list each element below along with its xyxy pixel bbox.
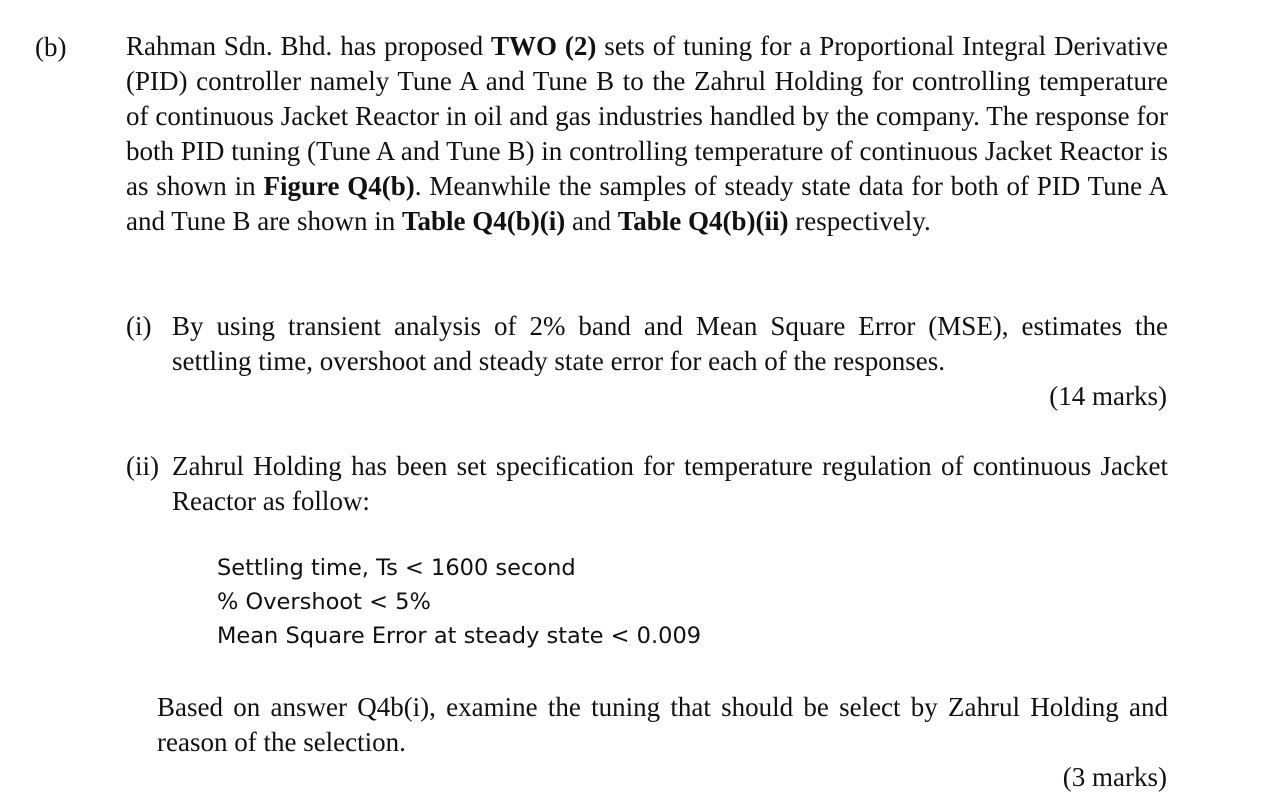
intro-text-2: sets of tuning for a Proportional Integral Derivative (PID) controller namely Tune A and Tune B to the Zahrul Holding for controlling temperature of continuous Jacket Reactor in oil and gas industries handled by the company. The response for both PID tuning (Tune A and Tune B) in controlling temperature of continuous Jacket Reactor is as shown in [126, 31, 1168, 201]
part-ii-text: Zahrul Holding has been set specification for temperature regulation of continuous Jacket Reactor as follow: [172, 451, 1168, 516]
intro-text-1: Rahman Sdn. Bhd. has proposed [126, 31, 491, 61]
intro-bold-table-ref-ii: Table Q4(b)(ii) [617, 206, 789, 236]
spec-overshoot: % Overshoot < 5% [217, 589, 431, 615]
spec-settling-time: Settling time, Ts < 1600 second [217, 555, 576, 581]
part-i [126, 309, 1168, 379]
intro-text-4: and [565, 206, 618, 236]
intro-text-5: respectively. [788, 206, 931, 236]
question-label: (b) [35, 32, 67, 62]
intro-bold-two: TWO (2) [491, 31, 597, 61]
part-ii-marks: (3 marks) [1062, 762, 1167, 792]
intro-bold-table-ref-i: Table Q4(b)(i) [402, 206, 566, 236]
spec-mse: Mean Square Error at steady state < 0.009 [217, 623, 702, 649]
part-ii-followup: Based on answer Q4b(i), examine the tuning that should be select by Zahrul Holding and reason of the selection. [157, 692, 1168, 757]
part-ii [126, 449, 1168, 519]
part-i-text: By using transient analysis of 2% band and Mean Square Error (MSE), estimates the settling time, overshoot and steady state error for each of the responses. [172, 311, 1168, 376]
specification-list [217, 551, 701, 653]
intro-bold-figure-ref: Figure Q4(b) [263, 171, 415, 201]
part-ii-number: (ii) [126, 451, 159, 481]
intro-text-3: . Meanwhile the samples of steady state data for both of PID Tune A and Tune B are shown in [126, 171, 1168, 236]
part-i-marks: (14 marks) [1049, 381, 1167, 411]
part-i-number: (i) [126, 311, 152, 341]
question-intro [126, 29, 1168, 239]
